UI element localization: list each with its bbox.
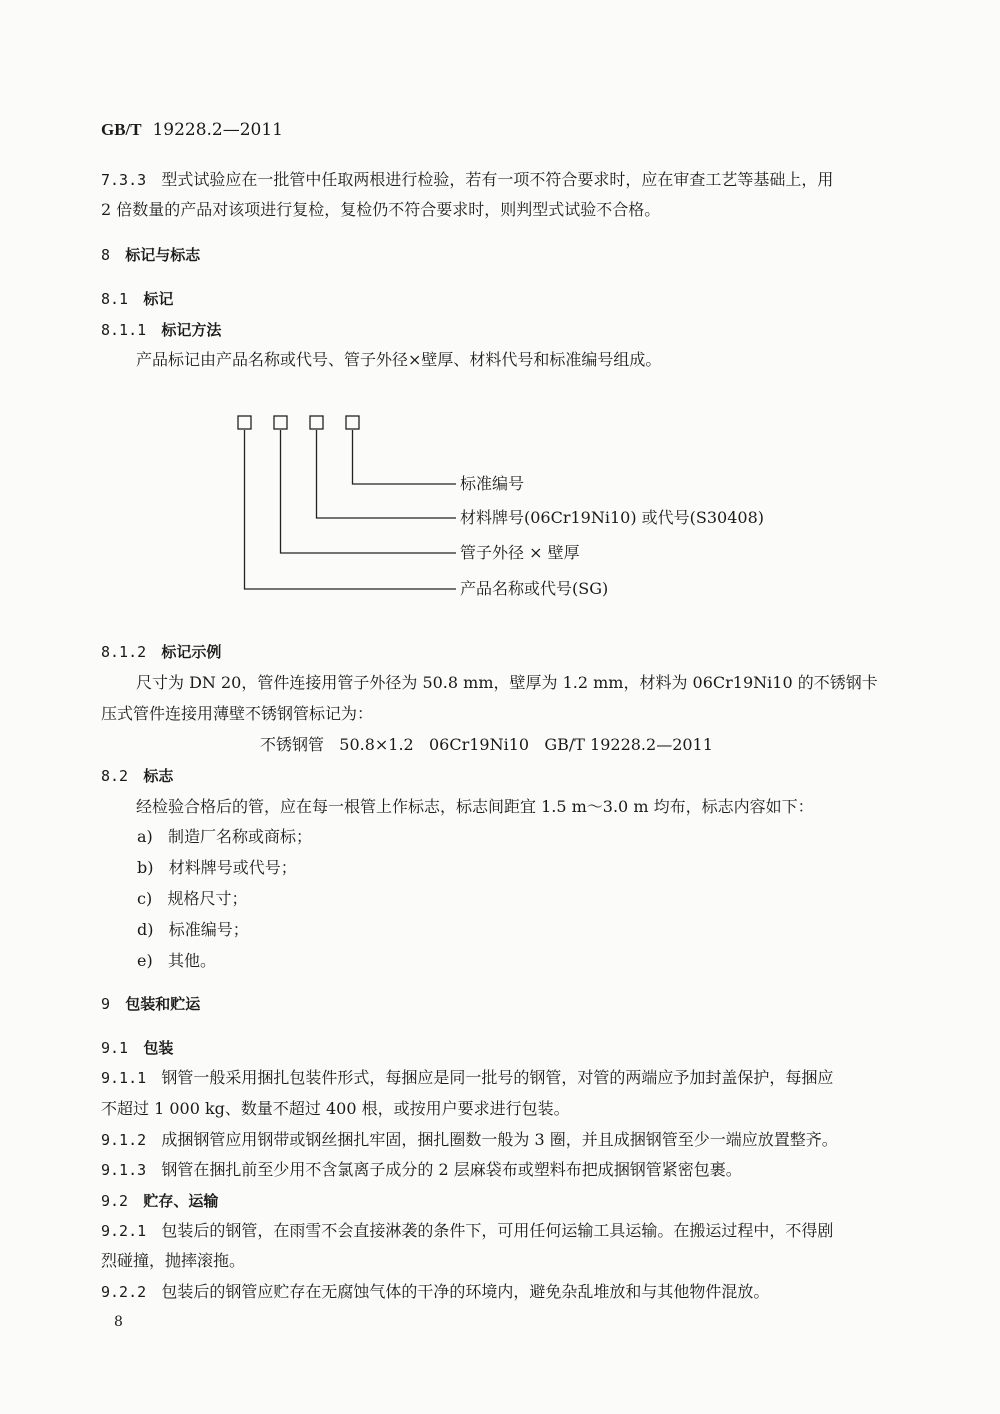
section-number: 9.2 xyxy=(101,1192,129,1210)
section-9-2-heading xyxy=(101,1191,218,1211)
clause-text: 钢管一般采用捆扎包装件形式，每捆应是同一批号的钢管，对管的两端应予加封盖保护，每捆应 xyxy=(161,1068,834,1087)
section-number: 8.1.2 xyxy=(101,643,147,661)
clause-9-2-1 xyxy=(101,1221,833,1241)
list-marker: b) xyxy=(137,858,154,877)
diagram-label-standard-number: 标准编号 xyxy=(460,474,525,493)
section-number: 9 xyxy=(101,995,111,1013)
clause-text: 成捆钢管应用钢带或钢丝捆扎牢固，捆扎圈数一般为 3 圈，并且成捆钢管至少一端应放置整齐。 xyxy=(161,1130,838,1149)
diagram-label-material: 材料牌号(06Cr19Ni10) 或代号(S30408) xyxy=(460,508,765,527)
clause-9-2-1-cont: 烈碰撞，抛摔滚拖。 xyxy=(101,1251,246,1270)
standard-prefix: GB/T xyxy=(101,120,142,139)
list-item xyxy=(137,827,312,847)
marking-box-3 xyxy=(310,416,323,429)
section-title: 包装和贮运 xyxy=(125,995,201,1013)
list-item xyxy=(137,920,249,940)
clause-7-3-3-cont: 2 倍数量的产品对该项进行复检，复检仍不符合要求时，则判型式试验不合格。 xyxy=(101,200,661,219)
section-9-1-heading xyxy=(101,1038,173,1058)
list-text: 其他。 xyxy=(167,951,216,970)
standard-number: 19228.2—2011 xyxy=(152,120,284,140)
list-marker: e) xyxy=(137,951,153,970)
leader-line-1 xyxy=(353,430,457,484)
leader-line-3 xyxy=(281,430,457,553)
section-title: 标记 xyxy=(143,290,174,308)
list-text: 标准编号； xyxy=(168,920,249,939)
list-item xyxy=(137,951,216,971)
clause-number: 9.1.3 xyxy=(101,1161,147,1179)
marking-box-4 xyxy=(346,416,359,429)
clause-9-1-2 xyxy=(101,1130,838,1150)
clause-text: 型式试验应在一批管中任取两根进行检验，若有一项不符合要求时，应在审查工艺等基础上，用 xyxy=(161,170,834,189)
section-8-2-heading xyxy=(101,766,173,786)
list-text: 规格尺寸； xyxy=(167,889,248,908)
section-title: 标记示例 xyxy=(161,643,222,661)
list-item xyxy=(137,889,247,909)
diagram-label-product-name: 产品名称或代号(SG) xyxy=(460,579,609,598)
section-title: 标记方法 xyxy=(161,321,222,339)
list-item xyxy=(137,858,297,878)
section-title: 标记与标志 xyxy=(125,246,201,264)
marking-example: 不锈钢管 50.8×1.2 06Cr19Ni10 GB/T 19228.2—2011 xyxy=(260,735,713,754)
section-title: 标志 xyxy=(143,767,174,785)
clause-number: 9.1.2 xyxy=(101,1131,147,1149)
list-text: 制造厂名称或商标； xyxy=(168,827,313,846)
section-number: 8 xyxy=(101,246,111,264)
section-8-1-2-heading xyxy=(101,642,221,662)
section-8-2-text: 经检验合格后的管，应在每一根管上作标志，标志间距宜 1.5 m～3.0 m 均布，标志内容如下： xyxy=(136,797,814,816)
clause-number: 9.2.2 xyxy=(101,1283,147,1301)
section-8-1-1-text: 产品标记由产品名称或代号、管子外径×壁厚、材料代号和标准编号组成。 xyxy=(136,350,662,369)
clause-text: 钢管在捆扎前至少用不含氯离子成分的 2 层麻袋布或塑料布把成捆钢管紧密包裹。 xyxy=(161,1160,742,1179)
clause-text: 包装后的钢管应贮存在无腐蚀气体的干净的环境内，避免杂乱堆放和与其他物件混放。 xyxy=(161,1282,770,1301)
list-marker: c) xyxy=(137,889,153,908)
clause-9-1-1 xyxy=(101,1068,833,1088)
page-number: 8 xyxy=(114,1314,123,1330)
marking-box-1 xyxy=(238,416,251,429)
clause-number: 9.2.1 xyxy=(101,1222,147,1240)
section-title: 包装 xyxy=(143,1039,174,1057)
clause-number: 9.1.1 xyxy=(101,1069,147,1087)
section-title: 贮存、运输 xyxy=(143,1192,219,1210)
section-9-heading xyxy=(101,994,200,1014)
leader-line-4 xyxy=(245,430,457,589)
list-text: 材料牌号或代号； xyxy=(168,858,297,877)
leader-line-2 xyxy=(317,430,457,518)
section-number: 8.1 xyxy=(101,290,129,308)
section-8-1-2-text-cont: 压式管件连接用薄壁不锈钢管标记为： xyxy=(101,704,374,723)
clause-9-2-2 xyxy=(101,1282,769,1302)
section-number: 9.1 xyxy=(101,1039,129,1057)
section-8-1-2-text: 尺寸为 DN 20，管件连接用管子外径为 50.8 mm，壁厚为 1.2 mm，材料为 06Cr19Ni10 的不锈钢卡 xyxy=(136,673,878,692)
section-number: 8.1.1 xyxy=(101,321,147,339)
clause-text: 包装后的钢管，在雨雪不会直接淋袭的条件下，可用任何运输工具运输。在搬运过程中，不得剧 xyxy=(161,1221,834,1240)
diagram-label-dimensions: 管子外径 × 壁厚 xyxy=(460,543,580,562)
marking-box-2 xyxy=(274,416,287,429)
section-number: 8.2 xyxy=(101,767,129,785)
list-marker: a) xyxy=(137,827,153,846)
list-marker: d) xyxy=(137,920,154,939)
clause-9-1-3 xyxy=(101,1160,742,1180)
clause-9-1-1-cont: 不超过 1 000 kg、数量不超过 400 根，或按用户要求进行包装。 xyxy=(101,1099,570,1118)
clause-number: 7.3.3 xyxy=(101,171,147,189)
